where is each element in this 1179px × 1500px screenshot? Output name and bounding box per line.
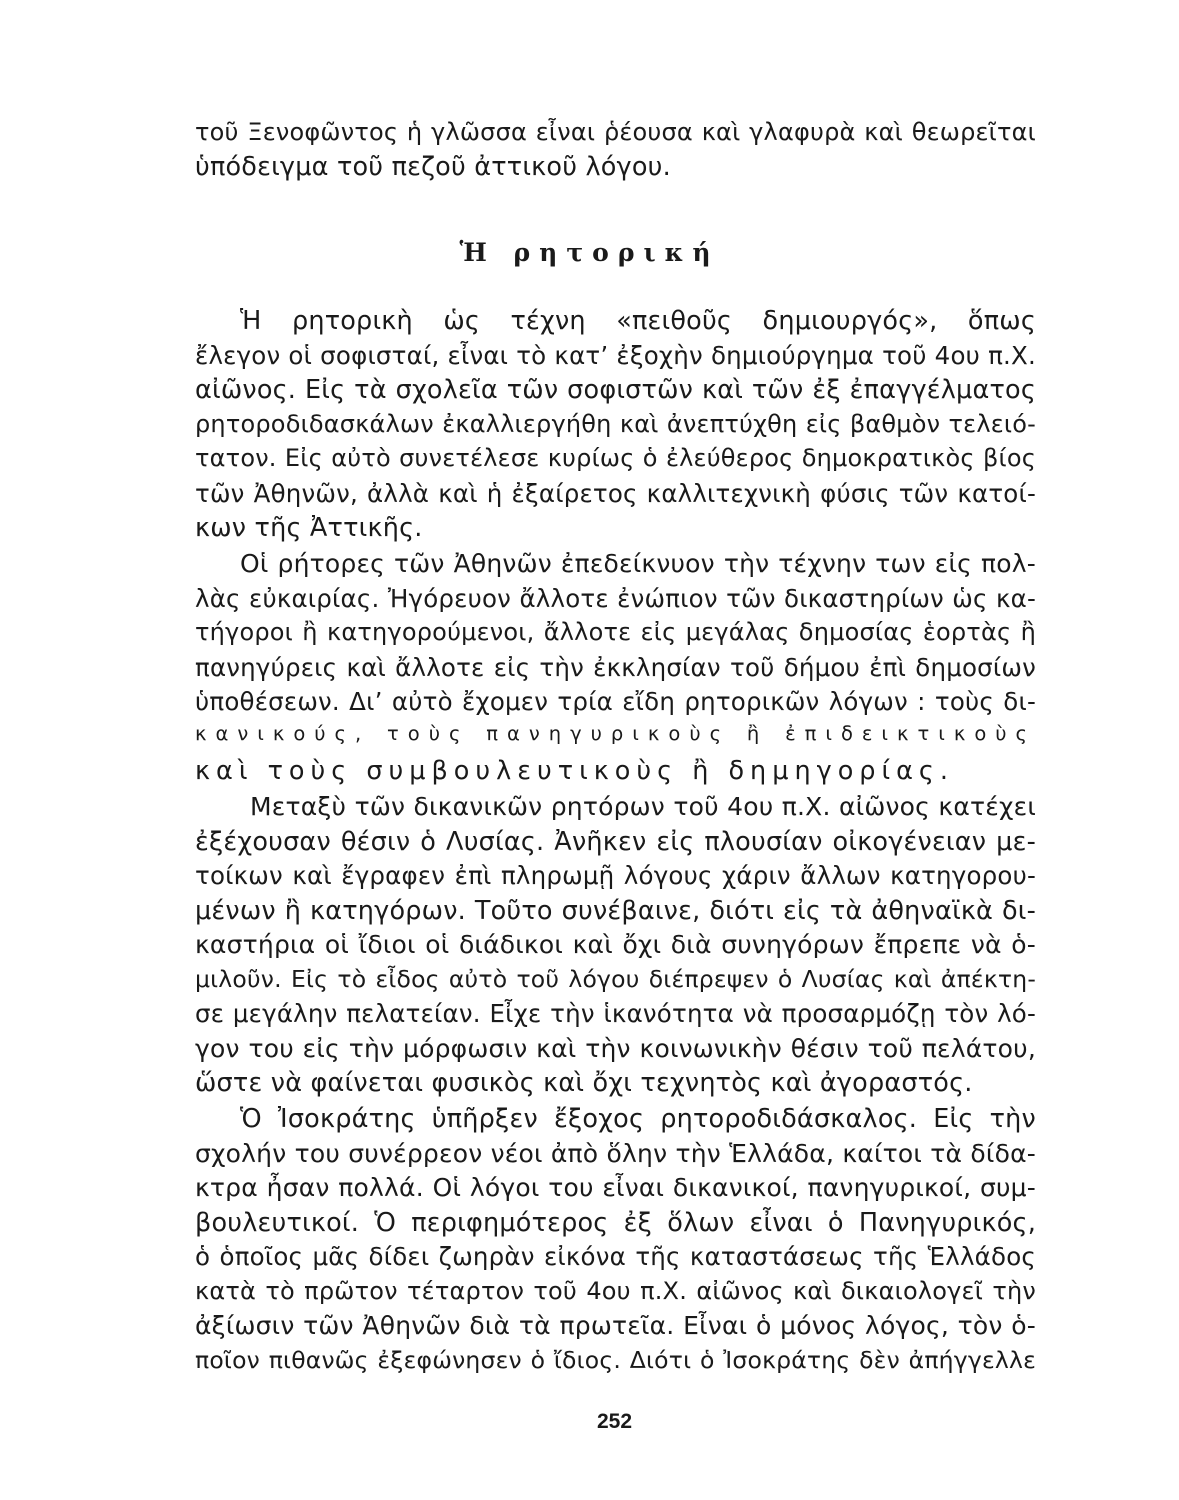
- text-line: Μεταξὺ τῶν δικανικῶν ρητόρων τοῦ 4ου π.Χ. αἰῶνος κατέχει: [250, 792, 1036, 821]
- text-line: πανηγύρεις καὶ ἄλλοτε εἰς τὴν ἐκκλησίαν τοῦ δήμου ἐπὶ δημοσίων: [195, 653, 1036, 682]
- text-line: αἰῶνος. Εἰς τὰ σχολεῖα τῶν σοφιστῶν καὶ τῶν ἐξ ἐπαγγέλματος: [195, 375, 1036, 405]
- text-line: κων τῆς Ἀττικῆς.: [195, 513, 423, 543]
- text-line: μένων ἢ κατηγόρων. Τοῦτο συνέβαινε, διότι εἰς τὰ ἀθηναϊκὰ δι-: [195, 896, 1036, 926]
- text-line: βουλευτικοί. Ὁ περιφημότερος ἐξ ὅλων εἶναι ὁ Πανηγυρικός,: [195, 1208, 1036, 1238]
- text-line: ρητοροδιδασκάλων ἐκαλλιεργήθη καὶ ἀνεπτύχθη εἰς βαθμὸν τελειό-: [195, 410, 1036, 438]
- text-line: ὑποθέσεων. Δι’ αὐτὸ ἔχομεν τρία εἴδη ρητορικῶν λόγων : τοὺς δι-: [195, 687, 1036, 716]
- text-line: κανικούς, τοὺς πανηγυρικοὺς ἢ ἐπιδεικτικοὺς: [195, 722, 1036, 745]
- text-line: ποῖον πιθανῶς ἐξεφώνησεν ὁ ἴδιος. Διότι ὁ Ἰσοκράτης δὲν ἀπήγγελλε: [195, 1346, 1036, 1374]
- text-line: λὰς εὐκαιρίας. Ἠγόρευον ἄλλοτε ἐνώπιον τῶν δικαστηρίων ὡς κα-: [195, 584, 1036, 613]
- text-line: ἀξίωσιν τῶν Ἀθηνῶν διὰ τὰ πρωτεῖα. Εἶναι ὁ μόνος λόγος, τὸν ὁ-: [195, 1311, 1036, 1340]
- section-heading: Ἡ ρητορική: [459, 238, 720, 267]
- text-line: Ὁ Ἰσοκράτης ὑπῆρξεν ἔξοχος ρητοροδιδάσκαλος. Εἰς τὴν: [240, 1104, 1036, 1134]
- text-line: μιλοῦν. Εἰς τὸ εἶδος αὐτὸ τοῦ λόγου διέπρεψεν ὁ Λυσίας καὶ ἀπέκτη-: [195, 965, 1036, 993]
- text-line: τήγοροι ἢ κατηγορούμενοι, ἄλλοτε εἰς μεγάλας δημοσίας ἑορτὰς ἢ: [195, 618, 1036, 646]
- text-line: ὑπόδειγμα τοῦ πεζοῦ ἀττικοῦ λόγου.: [195, 152, 671, 182]
- text-line: καστήρια οἱ ἴδιοι οἱ διάδικοι καὶ ὄχι διὰ συνηγόρων ἔπρεπε νὰ ὁ-: [195, 930, 1036, 959]
- text-line: ὁ ὁποῖος μᾶς δίδει ζωηρὰν εἰκόνα τῆς καταστάσεως τῆς Ἑλλάδος: [195, 1242, 1036, 1271]
- text-line: σχολήν του συνέρρεον νέοι ἀπὸ ὅλην τὴν Ἑλλάδα, καίτοι τὰ δίδα-: [195, 1139, 1036, 1168]
- text-line: ὥστε νὰ φαίνεται φυσικὸς καὶ ὄχι τεχνητὸς καὶ ἀγοραστός.: [195, 1068, 973, 1098]
- text-line: Οἱ ρήτορες τῶν Ἀθηνῶν ἐπεδείκνυον τὴν τέχνην των εἰς πολ-: [240, 549, 1036, 578]
- text-line: τοίκων καὶ ἔγραφεν ἐπὶ πληρωμῇ λόγους χάριν ἄλλων κατηγορου-: [195, 861, 1036, 890]
- text-line: γον του εἰς τὴν μόρφωσιν καὶ τὴν κοινωνικὴν θέσιν τοῦ πελάτου,: [195, 1034, 1036, 1063]
- text-line: τατον. Εἰς αὐτὸ συνετέλεσε κυρίως ὁ ἐλεύθερος δημοκρατικὸς βίος: [195, 444, 1036, 472]
- text-line: σε μεγάλην πελατείαν. Εἶχε τὴν ἱκανότητα νὰ προσαρμόζῃ τὸν λό-: [195, 999, 1036, 1028]
- text-line: κατὰ τὸ πρῶτον τέταρτον τοῦ 4ου π.Χ. αἰῶνος καὶ δικαιολογεῖ τὴν: [195, 1277, 1036, 1305]
- text-line: ἐξέχουσαν θέσιν ὁ Λυσίας. Ἀνῆκεν εἰς πλουσίαν οἰκογένειαν με-: [195, 827, 1036, 857]
- text-line: τοῦ Ξενοφῶντος ἡ γλῶσσα εἶναι ῥέουσα καὶ γλαφυρὰ καὶ θεωρεῖται: [195, 118, 1036, 146]
- text-line: καὶ τοὺς συμβουλευτικοὺς ἢ δημηγορίας.: [195, 756, 954, 786]
- text-line: τῶν Ἀθηνῶν, ἀλλὰ καὶ ἡ ἐξαίρετος καλλιτεχνικὴ φύσις τῶν κατοί-: [195, 479, 1036, 508]
- text-line: ἔλεγον οἱ σοφισταί, εἶναι τὸ κατ’ ἐξοχὴν δημιούργημα τοῦ 4ου π.Χ.: [195, 341, 1036, 370]
- page-number: 252: [596, 1410, 633, 1433]
- text-line: κτρα ἦσαν πολλά. Οἱ λόγοι του εἶναι δικανικοί, πανηγυρικοί, συμ-: [195, 1173, 1036, 1202]
- text-line: Ἡ ρητορικὴ ὡς τέχνη «πειθοῦς δημιουργός», ὅπως: [240, 306, 1036, 336]
